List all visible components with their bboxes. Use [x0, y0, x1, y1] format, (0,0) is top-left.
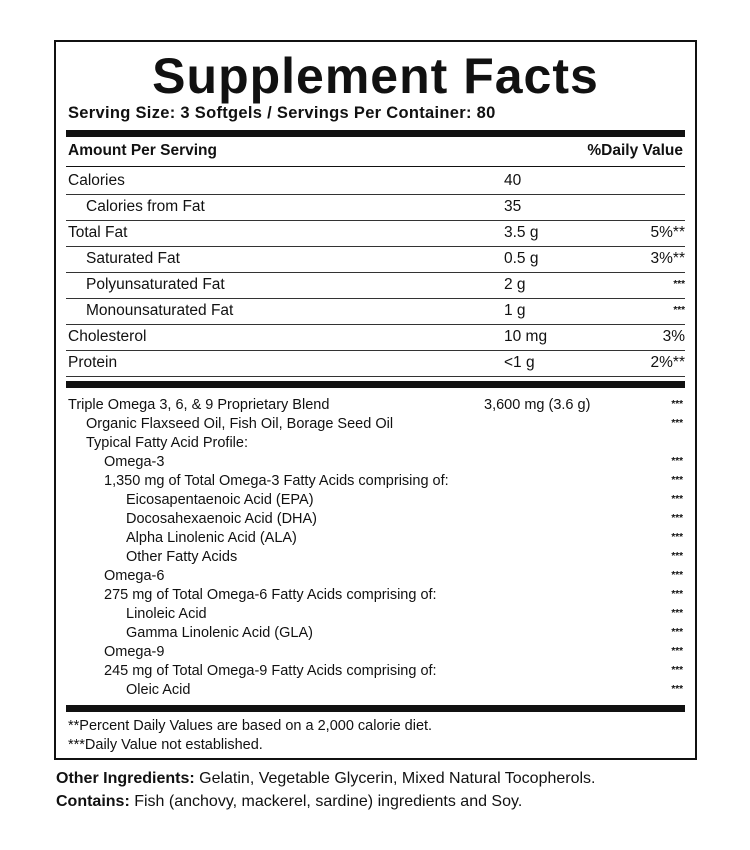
blend-item: Gamma Linolenic Acid (GLA): [126, 625, 313, 641]
blend-daily-value: ***: [671, 684, 683, 695]
blend-item: 275 mg of Total Omega-6 Fatty Acids comprising of:: [104, 587, 437, 603]
nutrient-row: [66, 350, 685, 377]
nutrient-row: [66, 272, 685, 299]
blend-item: 1,350 mg of Total Omega-3 Fatty Acids comprising of:: [104, 473, 449, 489]
nutrient-amount: 0.5 g: [504, 250, 539, 267]
nutrient-row: [66, 194, 685, 221]
nutrient-name: Monounsaturated Fat: [86, 302, 234, 319]
panel-title: Supplement Facts: [152, 48, 599, 104]
nutrient-daily-value: 3%: [662, 328, 685, 345]
blend-item: Omega-6: [104, 568, 165, 584]
blend-item: Oleic Acid: [126, 682, 191, 698]
blend-item: Docosahexaenoic Acid (DHA): [126, 511, 318, 527]
blend-item: Other Fatty Acids: [126, 549, 238, 565]
other-ingredients: [56, 770, 596, 788]
footnote: ***Daily Value not established.: [68, 737, 263, 753]
serving-info: Serving Size: 3 Softgels / Servings Per Container: 80: [68, 104, 496, 122]
divider-thick: [66, 705, 685, 712]
blend-daily-value: ***: [671, 551, 683, 562]
blend-item: 245 mg of Total Omega-9 Fatty Acids comprising of:: [104, 663, 437, 679]
nutrient-daily-value: 2%**: [650, 354, 685, 371]
contains-label: Contains:: [56, 793, 130, 810]
nutrient-daily-value: 3%**: [650, 250, 685, 267]
blend-amount: 3,600 mg (3.6 g): [484, 397, 591, 413]
nutrient-amount: 35: [504, 198, 522, 215]
nutrient-amount: 10 mg: [504, 328, 548, 345]
nutrient-daily-value: ***: [673, 279, 685, 290]
divider-thin: [66, 166, 685, 167]
blend-daily-value: ***: [671, 665, 683, 676]
divider-thick: [66, 130, 685, 137]
other-ingredients-label: Other Ingredients:: [56, 770, 195, 787]
blend-daily-value: ***: [671, 475, 683, 486]
footnote: **Percent Daily Values are based on a 2,000 calorie diet.: [68, 718, 433, 734]
blend-daily-value: ***: [671, 646, 683, 657]
blend-daily-value: ***: [671, 399, 683, 410]
nutrient-daily-value: 5%**: [650, 224, 685, 241]
contains-text: Fish (anchovy, mackerel, sardine) ingredients and Soy.: [129, 793, 523, 810]
blend-daily-value: ***: [671, 532, 683, 543]
nutrient-row: [66, 246, 685, 273]
blend-item: Eicosapentaenoic Acid (EPA): [126, 492, 314, 508]
contains-statement: [56, 793, 522, 811]
blend-daily-value: ***: [671, 456, 683, 467]
nutrient-amount: 1 g: [504, 302, 526, 319]
blend-daily-value: ***: [671, 627, 683, 638]
blend-item: Triple Omega 3, 6, & 9 Proprietary Blend: [68, 397, 330, 413]
nutrient-amount: 40: [504, 172, 522, 189]
blend-item: Typical Fatty Acid Profile:: [86, 435, 248, 451]
nutrient-name: Saturated Fat: [86, 250, 180, 267]
nutrient-daily-value: ***: [673, 305, 685, 316]
blend-daily-value: ***: [671, 513, 683, 524]
other-ingredients-text: Gelatin, Vegetable Glycerin, Mixed Natural Tocopherols.: [194, 770, 596, 787]
nutrient-name: Calories: [68, 172, 125, 189]
supplement-facts-panel: [54, 40, 697, 760]
nutrient-amount: 2 g: [504, 276, 526, 293]
amount-per-serving-header: Amount Per Serving: [68, 142, 217, 159]
divider-thick: [66, 381, 685, 388]
nutrient-row: [66, 220, 685, 247]
nutrient-name: Polyunsaturated Fat: [86, 276, 225, 293]
blend-item: Linoleic Acid: [126, 606, 207, 622]
nutrient-amount: 3.5 g: [504, 224, 539, 241]
nutrient-name: Calories from Fat: [86, 198, 205, 215]
nutrient-name: Total Fat: [68, 224, 128, 241]
blend-item: Omega-3: [104, 454, 165, 470]
blend-daily-value: ***: [671, 608, 683, 619]
blend-daily-value: ***: [671, 589, 683, 600]
daily-value-header: %Daily Value: [587, 142, 683, 159]
blend-item: Organic Flaxseed Oil, Fish Oil, Borage Seed Oil: [86, 416, 394, 432]
nutrient-amount: <1 g: [504, 354, 535, 371]
nutrient-row: [66, 324, 685, 351]
nutrient-row: [66, 168, 685, 195]
blend-item: Alpha Linolenic Acid (ALA): [126, 530, 297, 546]
nutrient-row: [66, 298, 685, 325]
nutrient-name: Protein: [68, 354, 118, 371]
nutrient-name: Cholesterol: [68, 328, 147, 345]
blend-daily-value: ***: [671, 494, 683, 505]
blend-daily-value: ***: [671, 570, 683, 581]
blend-item: Omega-9: [104, 644, 165, 660]
blend-daily-value: ***: [671, 418, 683, 429]
